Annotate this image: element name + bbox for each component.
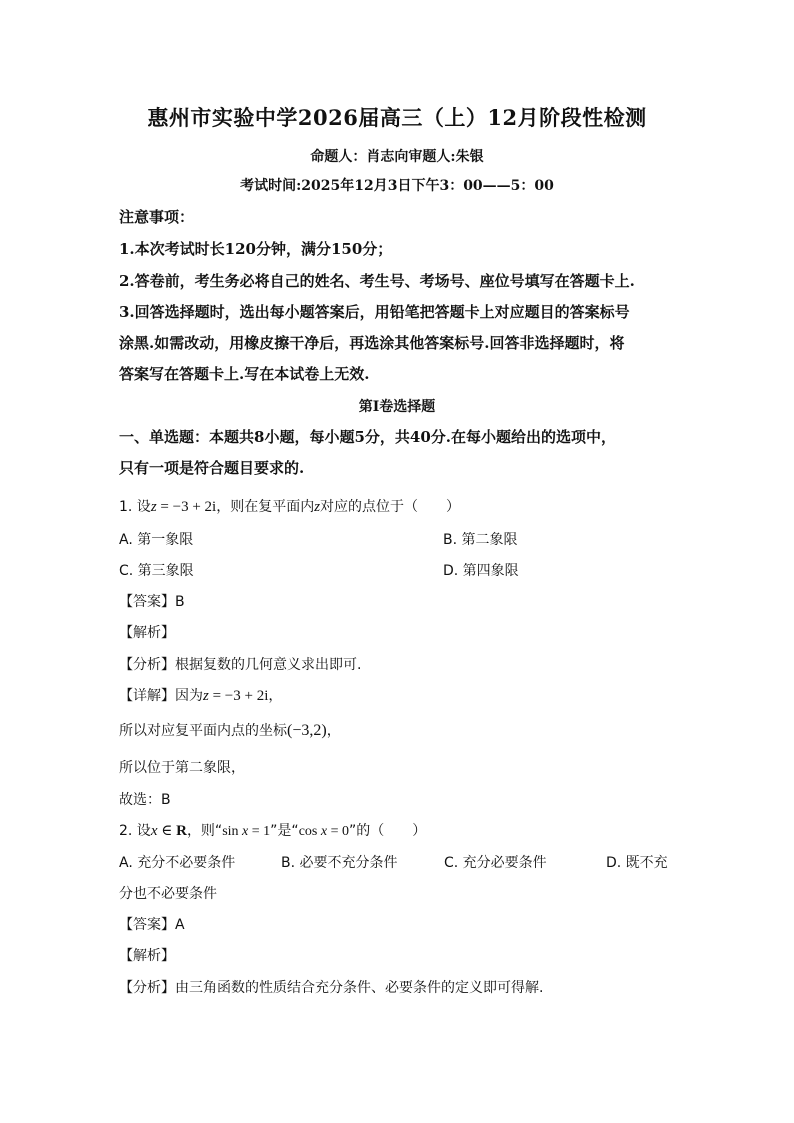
q2-analysis-label: 【解析】 <box>119 948 175 964</box>
notice-item-3-line-3: 答案写在答题卡上.写在本试卷上无效. <box>119 365 370 383</box>
q2-var-x: x <box>150 823 158 839</box>
exam-authors: 命题人：肖志向审题人:朱银 <box>310 149 484 165</box>
q1-line2-prefix: 所以对应复平面内点的坐标 <box>119 723 287 739</box>
q1-detail <box>119 685 282 705</box>
q1-detail-line-4: 故选：B <box>119 792 171 808</box>
q2-var-x-2: x <box>242 824 249 839</box>
q2-option-b: B. 必要不充分条件 <box>281 855 398 871</box>
q2-option-c: C. 充分必要条件 <box>444 855 547 871</box>
q1-prefix: 1. 设 <box>119 499 151 515</box>
q1-var-z: z <box>150 499 157 515</box>
notice-item-3-line-2: 涂黑.如需改动，用橡皮擦干净后，再选涂其他答案标号.回答非选择题时，将 <box>119 334 625 352</box>
q1-option-b: B. 第二象限 <box>443 532 518 548</box>
question-2-stem <box>119 820 426 840</box>
q2-var-x-3: x <box>320 824 328 839</box>
q1-detail-var-z: z <box>203 688 209 704</box>
q2-in: ∈ <box>157 823 177 839</box>
q1-detail-line-3: 所以位于第二象限， <box>119 760 245 776</box>
notice-item-3-line-1: 3.回答选择题时，选出每小题答案后，用铅笔把答题卡上对应题目的答案标号 <box>119 303 630 321</box>
q1-option-d: D. 第四象限 <box>443 563 519 579</box>
q1-fenxi: 【分析】根据复数的几何意义求出即可. <box>119 657 362 673</box>
q2-option-d: D. 既不充 <box>606 855 668 871</box>
q1-answer: 【答案】B <box>119 594 185 610</box>
q2-p1: ，则“ <box>186 823 223 839</box>
q2-fenxi: 【分析】由三角函数的性质结合充分条件、必要条件的定义即可得解. <box>119 980 544 996</box>
q1-mid: ，则在复平面内 <box>216 499 315 515</box>
question-1-stem <box>119 496 460 516</box>
q1-point: (−3,2) <box>287 722 327 739</box>
notice-item-1: 1.本次考试时长120分钟，满分150分； <box>119 240 393 258</box>
q1-detail-line-2 <box>119 720 341 740</box>
exam-time: 考试时间:2025年12月3日下午3：00——5：00 <box>240 178 554 194</box>
q1-analysis-label: 【解析】 <box>119 625 175 641</box>
q1-var-z-2: z <box>314 499 321 515</box>
q2-eq0: = 0 <box>327 824 349 839</box>
q1-suffix: 对应的点位于（ ） <box>320 499 461 515</box>
q2-p3: ”的（ ） <box>348 823 427 839</box>
q2-prefix: 2. 设 <box>119 823 151 839</box>
notice-item-2: 2.答卷前，考生务必将自己的姓名、考生号、考场号、座位号填写在答题卡上. <box>119 272 635 290</box>
notice-heading: 注意事项： <box>119 208 195 226</box>
part1-heading-line-1: 一、单选题：本题共8小题，每小题5分，共40分.在每小题给出的选项中， <box>119 428 616 446</box>
q2-cos: cos <box>298 824 321 839</box>
exam-title: 惠州市实验中学2026届高三（上）12月阶段性检测 <box>147 105 647 130</box>
q2-option-a: A. 充分不必要条件 <box>119 855 236 871</box>
q1-detail-prefix: 【详解】因为 <box>119 688 203 704</box>
q1-detail-equation: = −3 + 2i <box>208 688 269 704</box>
q1-line2-suffix: ， <box>326 723 341 739</box>
volume-title: 第I卷选择题 <box>358 399 436 415</box>
q2-option-d-continued: 分也不必要条件 <box>119 886 217 902</box>
q1-option-c: C. 第三象限 <box>119 563 194 579</box>
q1-detail-suffix: ， <box>268 688 283 704</box>
q2-sin: sin <box>222 824 243 839</box>
q2-p2: ”是“ <box>270 823 299 839</box>
part1-heading-line-2: 只有一项是符合题目要求的. <box>119 459 305 477</box>
q2-real-set: R <box>176 823 187 839</box>
q1-option-a: A. 第一象限 <box>119 532 194 548</box>
q2-answer: 【答案】A <box>119 917 185 933</box>
q1-equation: = −3 + 2i <box>156 499 217 515</box>
q2-eq1: = 1 <box>248 824 271 839</box>
